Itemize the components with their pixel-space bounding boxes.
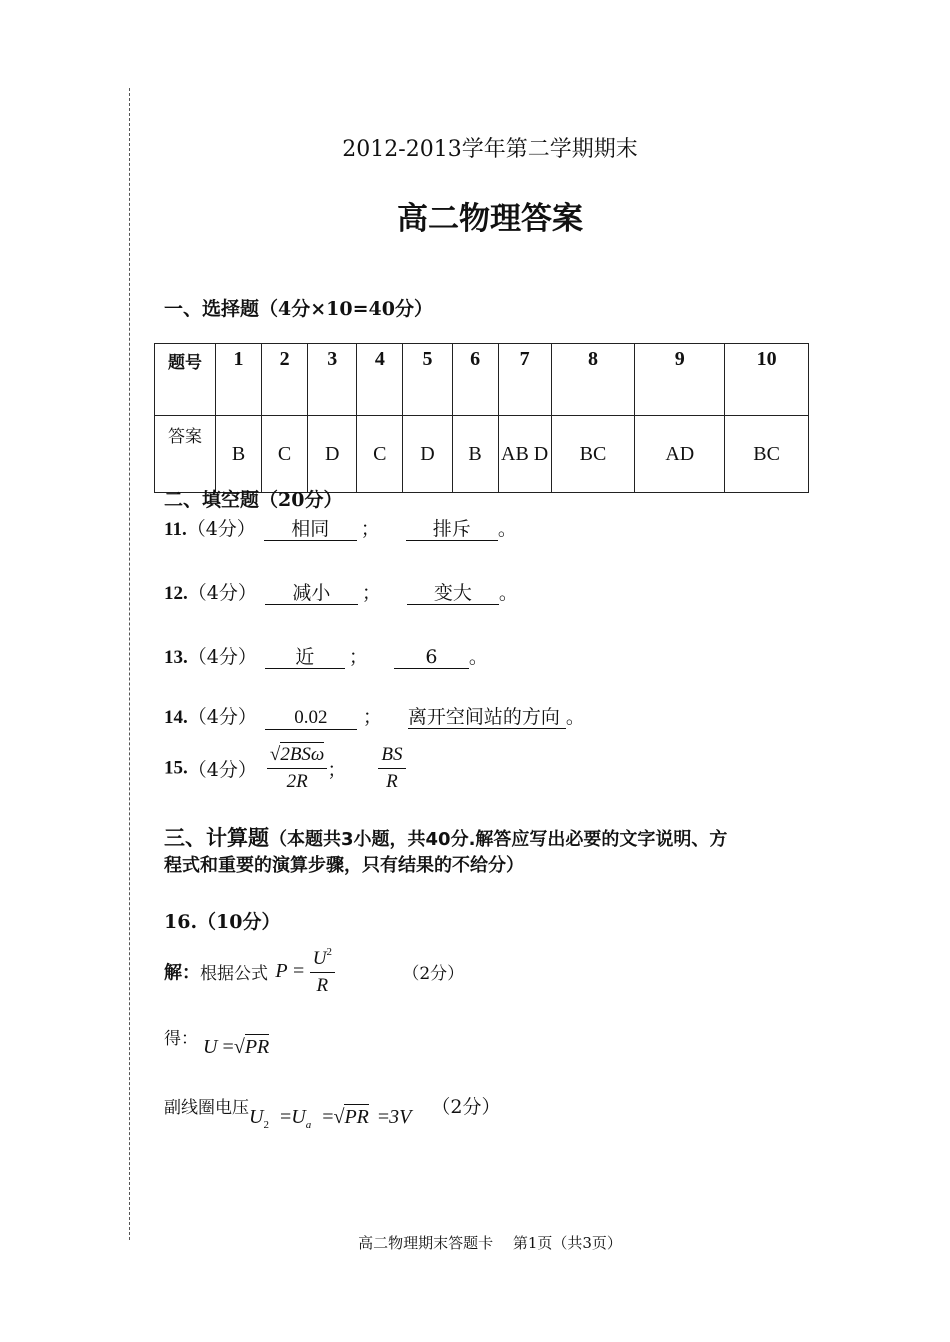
binding-dashed-line	[129, 88, 130, 1240]
fraction-denominator: R	[316, 975, 329, 996]
row-label-answer: 答案	[155, 416, 216, 493]
power-formula-fraction	[310, 946, 335, 997]
formula-lhs: P	[275, 960, 288, 982]
sqrt-symbol: √	[233, 1036, 245, 1058]
fraction-numerator	[267, 744, 327, 769]
question-number-cell: 4	[357, 344, 403, 416]
secondary-voltage-formula	[249, 1106, 412, 1131]
period: 。	[497, 518, 517, 540]
answer-cell: C	[357, 416, 403, 493]
symbol-u: U	[312, 948, 327, 969]
question-number-cell: 5	[403, 344, 452, 416]
answer-cell: B	[452, 416, 498, 493]
fill-blank-item-14	[164, 702, 585, 730]
fill-blank-item-12	[164, 578, 518, 605]
points-label: （2分）	[402, 964, 465, 984]
radicand: 2BSω	[280, 744, 325, 765]
answer-blank: 近	[265, 647, 345, 669]
answer-fraction-2	[378, 744, 405, 793]
section3-title: 三、计算题	[164, 826, 269, 850]
solution-step-3	[164, 1092, 501, 1131]
answer-blank: 排斥	[406, 519, 498, 541]
question-number-cell: 3	[308, 344, 357, 416]
answer-cell: D	[403, 416, 452, 493]
result-value: 3V	[389, 1106, 412, 1128]
section2-heading: 二、填空题（20分）	[164, 489, 343, 511]
answer-cell: AD	[635, 416, 725, 493]
section1-heading: 一、选择题（4分×10=40分）	[164, 298, 433, 320]
fill-blank-item-13	[164, 642, 488, 669]
answer-cell: BC	[551, 416, 635, 493]
question-number-cell: 10	[725, 344, 809, 416]
question-number-cell: 6	[452, 344, 498, 416]
solution-step-2-label: 得：	[164, 1029, 198, 1049]
equals-sign: =	[222, 1036, 234, 1058]
symbol-u2: U	[249, 1106, 264, 1128]
separator: ；	[348, 646, 368, 668]
question-number-cell: 9	[635, 344, 725, 416]
answer-blank: 相同	[264, 519, 357, 541]
fraction-numerator: BS	[378, 744, 405, 769]
subscript: 2	[263, 1119, 269, 1131]
answer-cell: D	[308, 416, 357, 493]
page-footer: 高二物理期末答题卡 第1页（共3页）	[358, 1234, 622, 1252]
superscript: 2	[326, 946, 332, 958]
page-title: 高二物理答案	[397, 201, 583, 237]
solution-step-1	[164, 946, 464, 997]
solution-step-2-formula	[203, 1036, 269, 1059]
radicand: PR	[244, 1036, 270, 1058]
equals-sign: =	[377, 1106, 390, 1128]
answer-blank: 减小	[265, 583, 358, 605]
answer-cell: BC	[725, 416, 809, 493]
period: 。	[498, 582, 518, 604]
answer-blank: 6	[394, 647, 469, 669]
question-number: 13.	[164, 647, 188, 668]
answer-fraction-1	[267, 744, 327, 793]
section3-instructions-line2: 程式和重要的演算步骤，只有结果的不给分）	[164, 855, 524, 876]
question-number-cell: 2	[262, 344, 308, 416]
equals-sign: =	[279, 1106, 292, 1128]
answer-cell: B	[216, 416, 262, 493]
exam-term-subtitle: 2012-2013学年第二学期期末	[342, 137, 638, 162]
question-number: 15.	[164, 757, 188, 779]
answer-blank: 变大	[407, 583, 499, 605]
subscript: a	[305, 1119, 312, 1131]
step-text: 副线圈电压	[164, 1098, 249, 1118]
fraction-denominator: 2R	[286, 771, 308, 792]
points-label: （4分）	[187, 582, 257, 604]
points-label: （2分）	[431, 1096, 501, 1118]
question-number-row	[155, 344, 809, 416]
answer-cell: AB D	[498, 416, 551, 493]
question-number: 12.	[164, 583, 188, 604]
step-text: 根据公式	[200, 964, 268, 984]
question-number: 11.	[164, 519, 187, 540]
points-label: （4分）	[187, 646, 257, 668]
sqrt-symbol: √	[333, 1106, 345, 1128]
fill-blank-item-15	[164, 744, 406, 793]
question-number-cell: 1	[216, 344, 262, 416]
section3-instructions-line1: （本题共3小题，共40分.解答应写出必要的文字说明、方	[269, 829, 728, 850]
fraction-denominator: R	[386, 771, 398, 792]
sqrt-symbol: √	[269, 744, 281, 765]
radicand: PR	[344, 1106, 369, 1128]
period: 。	[565, 706, 585, 728]
solution-label: 解：	[164, 962, 200, 984]
answer-row	[155, 416, 809, 493]
separator: ；	[327, 759, 347, 781]
separator: ；	[361, 582, 381, 604]
question-16-title: 16.（10分）	[164, 911, 281, 933]
question-number: 14.	[164, 707, 188, 728]
question-number-cell: 7	[498, 344, 551, 416]
multiple-choice-answer-table	[154, 343, 809, 493]
points-label: （4分）	[186, 518, 256, 540]
points-label: （4分）	[187, 706, 257, 728]
section3-heading	[164, 822, 727, 852]
question-number-cell: 8	[551, 344, 635, 416]
formula-lhs: U	[203, 1036, 218, 1058]
period: 。	[468, 646, 488, 668]
answer-blank: 离开空间站的方向	[408, 707, 566, 729]
answer-blank: 0.02	[265, 708, 357, 730]
answer-cell: C	[262, 416, 308, 493]
separator: ；	[360, 518, 380, 540]
equals-sign: =	[322, 1106, 334, 1128]
fraction-numerator	[310, 946, 335, 973]
row-label-number: 题号	[155, 344, 216, 416]
symbol-ua: U	[291, 1106, 306, 1128]
separator: ；	[362, 706, 382, 728]
fill-blank-item-11	[164, 514, 517, 541]
equals-sign: =	[293, 960, 305, 982]
points-label: （4分）	[187, 759, 257, 781]
